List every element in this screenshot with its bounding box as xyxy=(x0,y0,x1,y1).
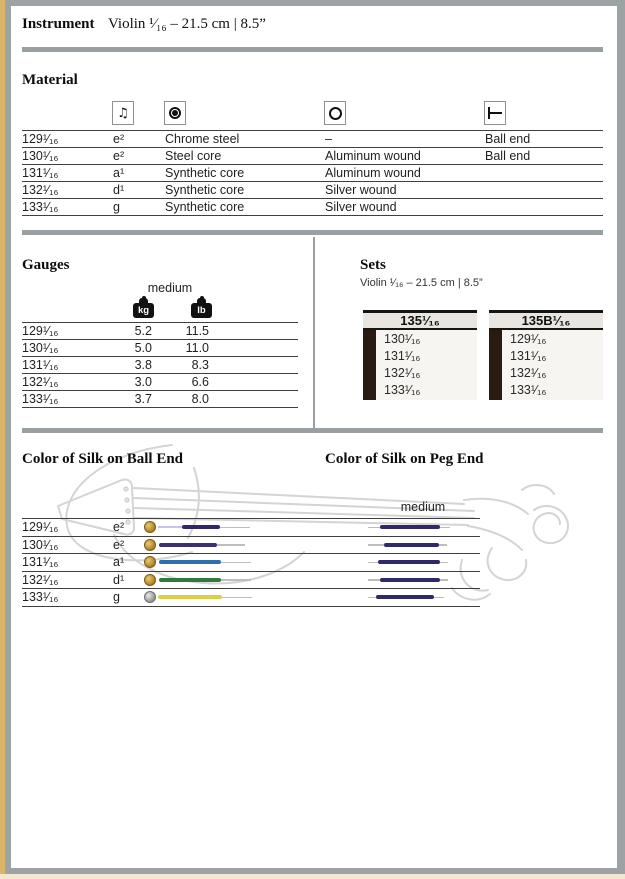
string-core: Synthetic core xyxy=(165,166,245,180)
note-icon xyxy=(112,101,134,125)
string-tail xyxy=(221,579,251,581)
sets-title: Sets xyxy=(360,257,386,273)
silk-table xyxy=(22,518,480,607)
string-note: d¹ xyxy=(113,183,125,197)
lb-value: 11.0 xyxy=(185,341,209,355)
string-note: e² xyxy=(113,132,125,146)
string-core: Steel core xyxy=(165,149,222,163)
ball-end-string xyxy=(144,591,252,603)
ball-end xyxy=(144,591,156,603)
string-tail xyxy=(220,527,250,529)
kg-value: 5.0 xyxy=(134,341,152,355)
string-id: 133¹⁄₁₆ xyxy=(22,590,59,604)
set-card xyxy=(363,310,477,400)
divider-bar xyxy=(22,428,603,433)
silk-band xyxy=(182,525,220,529)
lb-value: 6.6 xyxy=(191,375,209,389)
string-tail xyxy=(222,597,252,599)
divider-bar xyxy=(22,230,603,235)
string-id: 130¹⁄₁₆ xyxy=(22,149,59,163)
string-id: 131¹⁄₁₆ xyxy=(22,358,59,372)
sets-subtitle: Violin ¹⁄₁₆ – 21.5 cm | 8.5” xyxy=(360,277,483,289)
table-row xyxy=(22,589,480,607)
table-row xyxy=(22,519,480,537)
string-winding: Silver wound xyxy=(325,183,397,197)
winding-glyph xyxy=(329,107,342,120)
string-tail xyxy=(368,544,384,546)
silk-lead xyxy=(158,526,182,528)
string-note: a¹ xyxy=(113,555,125,569)
set-items xyxy=(489,330,603,400)
string-core: Chrome steel xyxy=(165,132,240,146)
string-note: g xyxy=(113,590,120,604)
table-row xyxy=(22,554,480,572)
vertical-divider xyxy=(313,237,315,428)
table-row xyxy=(22,572,480,590)
set-items xyxy=(363,330,477,400)
tension-label: medium xyxy=(147,281,193,295)
set-item: 133¹⁄₁₆ xyxy=(384,383,421,397)
ball-end xyxy=(144,574,156,586)
table-row xyxy=(22,357,298,374)
string-id: 132¹⁄₁₆ xyxy=(22,572,59,587)
string-winding: Aluminum wound xyxy=(325,149,421,163)
silk-band xyxy=(159,560,221,564)
ball-end-glyph xyxy=(488,107,502,119)
string-id: 129¹⁄₁₆ xyxy=(22,520,59,534)
material-title: Material xyxy=(22,72,78,88)
string-note: a¹ xyxy=(113,166,125,180)
lb-value: 11.5 xyxy=(185,324,209,338)
string-winding: Silver wound xyxy=(325,200,397,214)
string-end: Ball end xyxy=(485,149,531,163)
table-row xyxy=(22,374,298,391)
string-note: g xyxy=(113,200,120,214)
set-item: 130¹⁄₁₆ xyxy=(384,332,421,346)
set-name: 135¹⁄₁₆ xyxy=(363,310,477,330)
string-winding: Aluminum wound xyxy=(325,166,421,180)
peg-end-string xyxy=(368,595,444,599)
bottom-edge-strip xyxy=(0,874,625,879)
string-tail xyxy=(440,562,448,564)
winding-icon xyxy=(324,101,346,125)
string-tail xyxy=(440,527,450,529)
string-tail xyxy=(440,579,448,581)
ball-end xyxy=(144,556,156,568)
ball-end xyxy=(144,539,156,551)
string-id: 131¹⁄₁₆ xyxy=(22,555,59,569)
string-tail xyxy=(368,527,380,529)
string-tail xyxy=(434,597,444,599)
set-name: 135B¹⁄₁₆ xyxy=(489,310,603,330)
string-end: Ball end xyxy=(485,132,531,146)
string-winding: – xyxy=(325,132,332,146)
string-id: 129¹⁄₁₆ xyxy=(22,324,59,338)
ball-end xyxy=(144,521,156,533)
string-tail xyxy=(217,544,245,546)
set-item: 129¹⁄₁₆ xyxy=(510,332,547,346)
material-table xyxy=(22,130,603,216)
instrument-value: Violin ¹⁄₁₆ – 21.5 cm | 8.5” xyxy=(108,16,266,32)
string-id: 132¹⁄₁₆ xyxy=(22,375,59,389)
set-item: 133¹⁄₁₆ xyxy=(510,383,547,397)
ball-end-string xyxy=(144,574,251,586)
silk-peg-title: Color of Silk on Peg End xyxy=(325,451,484,467)
string-tail xyxy=(439,544,447,546)
string-id: 130¹⁄₁₆ xyxy=(22,537,59,552)
lb-value: 8.0 xyxy=(191,392,209,406)
kg-value: 5.2 xyxy=(134,324,152,338)
kg-value: 3.7 xyxy=(134,392,152,406)
string-id: 133¹⁄₁₆ xyxy=(22,200,59,214)
table-row xyxy=(22,148,603,165)
set-item: 131¹⁄₁₆ xyxy=(384,349,421,363)
peg-end-string xyxy=(368,578,448,582)
string-tail xyxy=(368,562,378,564)
silk-band xyxy=(158,595,222,599)
string-note: e² xyxy=(113,537,125,552)
string-note: d¹ xyxy=(113,572,125,587)
core-glyph xyxy=(169,107,181,119)
silk-band xyxy=(384,543,439,547)
peg-end-string xyxy=(368,543,447,547)
silk-band xyxy=(159,543,217,547)
string-tail xyxy=(221,562,251,564)
set-card xyxy=(489,310,603,400)
ball-end-string xyxy=(144,539,245,551)
string-id: 129¹⁄₁₆ xyxy=(22,132,59,146)
lb-value: 8.3 xyxy=(191,358,209,372)
string-note: e² xyxy=(113,520,125,534)
table-row xyxy=(22,165,603,182)
gauges-table xyxy=(22,322,298,408)
lb-weight-icon: lb xyxy=(191,303,212,318)
string-core: Synthetic core xyxy=(165,200,245,214)
ball-end-string xyxy=(144,521,250,533)
kg-weight-icon: kg xyxy=(133,303,154,318)
divider-bar xyxy=(22,47,603,52)
table-row xyxy=(22,199,603,216)
table-row xyxy=(22,182,603,199)
string-id: 133¹⁄₁₆ xyxy=(22,392,59,406)
string-id: 130¹⁄₁₆ xyxy=(22,341,59,355)
peg-end-string xyxy=(368,560,448,564)
ball-end-string xyxy=(144,556,251,568)
table-row xyxy=(22,340,298,357)
silk-band xyxy=(378,560,440,564)
peg-tension-label: medium xyxy=(400,500,446,514)
ball-end-icon xyxy=(484,101,506,125)
silk-band xyxy=(380,578,440,582)
table-row xyxy=(22,391,298,408)
silk-band xyxy=(376,595,434,599)
core-icon xyxy=(164,101,186,125)
set-item: 131¹⁄₁₆ xyxy=(510,349,547,363)
kg-value: 3.0 xyxy=(134,375,152,389)
table-row xyxy=(22,323,298,340)
silk-band xyxy=(380,525,440,529)
string-tail xyxy=(368,597,376,599)
kg-value: 3.8 xyxy=(134,358,152,372)
string-tail xyxy=(368,579,380,581)
note-glyph xyxy=(117,104,129,122)
string-id: 132¹⁄₁₆ xyxy=(22,183,59,197)
peg-end-string xyxy=(368,525,450,529)
string-id: 131¹⁄₁₆ xyxy=(22,166,59,180)
string-note: e² xyxy=(113,149,125,163)
table-row xyxy=(22,537,480,555)
set-item: 132¹⁄₁₆ xyxy=(384,366,421,380)
string-core: Synthetic core xyxy=(165,183,245,197)
silk-ball-title: Color of Silk on Ball End xyxy=(22,451,184,467)
set-item: 132¹⁄₁₆ xyxy=(510,366,547,380)
instrument-label: Instrument xyxy=(22,16,95,32)
gauges-title: Gauges xyxy=(22,257,70,273)
table-row xyxy=(22,131,603,148)
silk-band xyxy=(159,578,221,582)
